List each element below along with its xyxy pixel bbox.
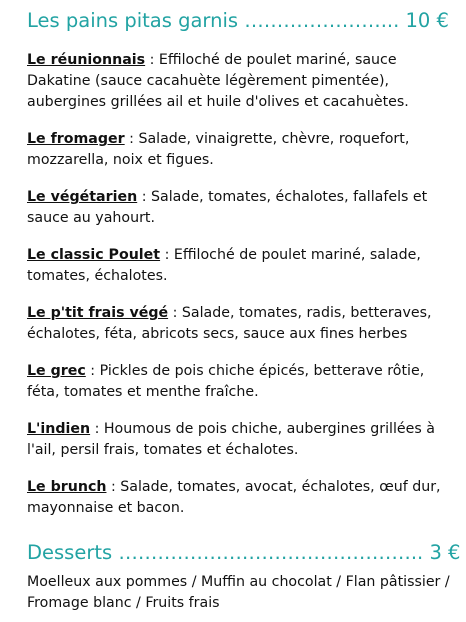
menu-item xyxy=(27,361,457,403)
menu-item-name: Le classic Poulet xyxy=(27,247,161,263)
menu-item-description: : Effiloché de poulet mariné, salade, tomates, échalotes. xyxy=(27,247,421,284)
menu-item xyxy=(27,419,457,461)
menu-item xyxy=(27,303,457,345)
menu-item-description: : Salade, tomates, radis, betteraves, échalotes, féta, abricots secs, sauce aux fines herbes xyxy=(27,305,432,342)
menu-item-name: Le brunch xyxy=(27,479,107,495)
menu-item-description: : Effiloché de poulet mariné, sauce Dakatine (sauce cacahuète légèrement pimentée), aubergines grillées ail et huile d'olives et cacahuètes. xyxy=(27,52,409,110)
pitas-list xyxy=(27,50,457,519)
desserts-heading: Desserts ……………………………………….. 3 € xyxy=(27,541,461,564)
menu-item-name: Le p'tit frais végé xyxy=(27,305,169,321)
menu-item-name: L'indien xyxy=(27,421,91,437)
menu-item-description: : Pickles de pois chiche épicés, betterave rôtie, féta, tomates et menthe fraîche. xyxy=(27,363,425,400)
menu-item xyxy=(27,187,457,229)
menu-item-name: Le végétarien xyxy=(27,189,138,205)
pitas-heading: Les pains pitas garnis …………………... 10 € xyxy=(27,9,449,32)
menu-item xyxy=(27,245,457,287)
menu-item-description: : Salade, vinaigrette, chèvre, roquefort, mozzarella, noix et figues. xyxy=(27,131,410,168)
menu-item-name: Le fromager xyxy=(27,131,125,147)
menu-item-description: : Houmous de pois chiche, aubergines grillées à l'ail, persil frais, tomates et échalotes. xyxy=(27,421,435,458)
desserts-list: Moelleux aux pommes / Muffin au chocolat / Flan pâtissier / Fromage blanc / Fruits frais xyxy=(27,574,450,611)
menu-item-name: Le grec xyxy=(27,363,86,379)
menu-item-name: Le réunionnais xyxy=(27,52,146,68)
menu-item-description: : Salade, tomates, échalotes, fallafels et sauce au yahourt. xyxy=(27,189,428,226)
menu-item xyxy=(27,477,457,519)
menu-item-description: : Salade, tomates, avocat, échalotes, œuf dur, mayonnaise et bacon. xyxy=(27,479,441,516)
menu-item xyxy=(27,129,457,171)
menu-item xyxy=(27,50,457,113)
